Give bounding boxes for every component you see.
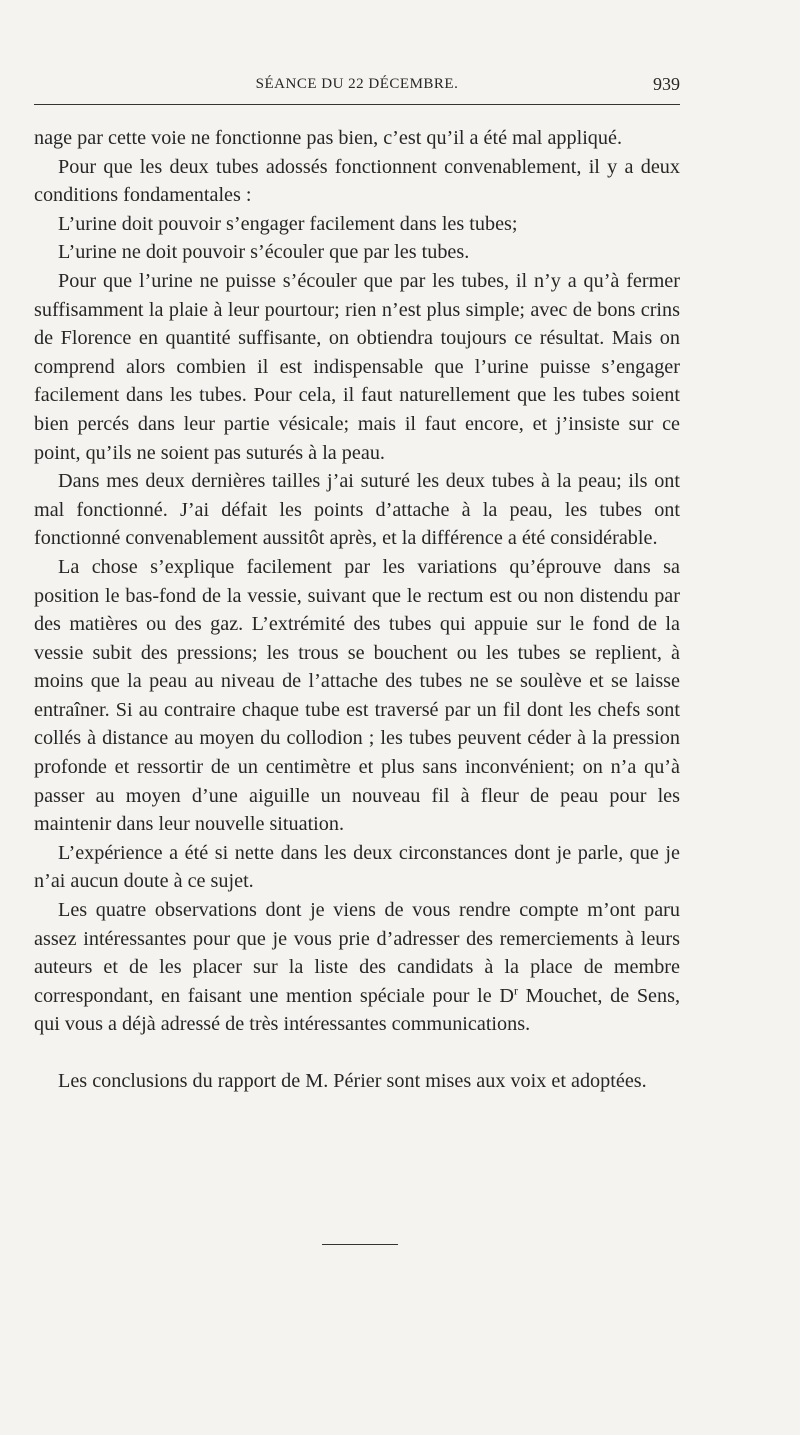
paragraph: L’expérience a été si nette dans les deux circonstances dont je parle, que je n’ai aucun doute à ce sujet. — [34, 841, 680, 893]
paragraph: La chose s’explique facilement par les variations qu’éprouve dans sa position le bas-fond de la vessie, suivant que le rectum est ou non distendu par des matières ou des gaz. L’extrémité des tubes qui appuie sur le fond de la vessie subit des pressions; les trous se bouchent ou les tubes se replient, à moins que la peau au niveau de l’attache des tubes ne se soulève et se laisse entraîner. Si au contraire chaque tube est traversé par un fil dont les chefs sont collés à distance au moyen du collodion ; les tubes peuvent céder à la pression profonde et ressortir de un centimètre et plus sans inconvénient; on n’a qu’à passer au moyen d’une aiguille un nouveau fil à fleur de peau pour les maintenir dans leur nouvelle situation. — [34, 555, 680, 836]
conclusion-paragraph: Les conclusions du rapport de M. Périer sont mises aux voix et adoptées. — [58, 1070, 647, 1092]
paragraph: Dans mes deux dernières tailles j’ai suturé les deux tubes à la peau; ils ont mal fonctionné. J’ai défait les points d’attache à la peau, les tubes ont fonctionné convenablement aussitôt après, et la différence a été considérable. — [34, 470, 680, 550]
paragraph-text: Les quatre observations dont je viens de vous rendre compte m’ont paru assez intéressantes pour que je vous prie d’adresser des remerciements à leurs auteurs et de les placer sur la liste des candidats à la place de membre correspondant, en faisant une mention spéciale pour le D — [34, 899, 680, 1007]
paragraph-text-tail: Mouchet, de Sens, qui vous a déjà adressé de très intéressantes communications. — [34, 984, 680, 1036]
page-header — [34, 70, 680, 98]
page-number: 939 — [653, 74, 680, 94]
paragraph: Pour que l’urine ne puisse s’écouler que par les tubes, il n’y a qu’à fermer suffisamment la plaie à leur pourtour; rien n’est plus simple; avec de bons crins de Florence en quantité suffisante, on obtiendra toujours ce résultat. Mais on comprend alors combien il est indispensable que l’urine puisse s’engager facilement dans les tubes. Pour cela, il faut naturellement que les tubes soient bien percés dans leur partie vésicale; mais il faut encore, et j’insiste sur ce point, qu’ils ne soient pas suturés à la peau. — [34, 269, 680, 464]
header-rule — [34, 104, 680, 105]
paragraph: L’urine doit pouvoir s’engager facilement dans les tubes; — [58, 212, 518, 235]
superscript-r: r — [513, 983, 518, 998]
body-text — [34, 124, 680, 1096]
paragraph-continuation: nage par cette voie ne fonctionne pas bien, c’est qu’il a été mal appliqué. — [34, 127, 623, 149]
running-title: SÉANCE DU 22 DÉCEMBRE. — [255, 76, 459, 92]
end-rule — [322, 1244, 398, 1245]
paragraph: L’urine ne doit pouvoir s’écouler que par les tubes. — [58, 241, 470, 264]
paragraph: Pour que les deux tubes adossés fonctionnent convenablement, il y a deux conditions fondamentales : — [34, 155, 680, 207]
paragraph-recommendation — [34, 896, 680, 1039]
